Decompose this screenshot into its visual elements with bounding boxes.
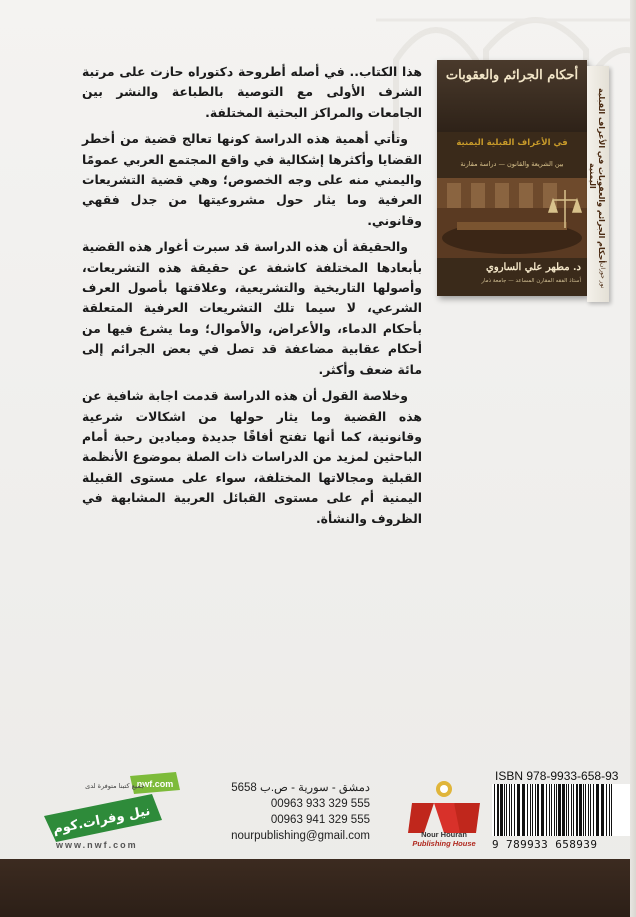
barcode-bar (562, 784, 565, 836)
blurb-paragraph-2: وتأتي أهمية هذه الدراسة كونها تعالج قضية من أخطر القضايا وأكثرها إشكالية في واقع المجتمع العربي عمومًا واليمني منه على وجه الخصوص؛ وهي قضية التشريعات العرفية وما يثار حول مشروعيتها من جدل فقهي وقانوني. (82, 131, 422, 228)
barcode-bar (571, 784, 572, 836)
publisher-phone-2: 00963 941 329 555 (270, 814, 370, 826)
barcode-bar (590, 784, 591, 836)
thumbnail-spine (587, 66, 609, 302)
barcode-bar (497, 784, 499, 836)
barcode-bar (568, 784, 569, 836)
barcode-bar (494, 784, 495, 836)
blurb-paragraph-3: والحقيقة أن هذه الدراسة قد سبرت أغوار هذه القضية بأبعادها المختلفة كاشفة عن حقيقة هذه التشريعات، وأصولها التاريخية والتشريعية، وعلاقتها بأصول العرف الشرعي، لا سيما تلك التشريعات العرفية المتعلقة بأحكام الدماء، والأعراض، والأموال؛ وما يشرع فيها من أحكام عقابية مضاعفة قد تصل في بعض الجرائم إلى مائة ضعف وأكثر. (82, 239, 422, 377)
isbn-label: ISBN 978-9933-658-93 (495, 769, 619, 783)
barcode-bar (514, 784, 515, 836)
barcode-bar (527, 784, 528, 836)
bottom-band (0, 859, 636, 917)
thumbnail-title: أحكام الجرائم والعقوبات (445, 68, 579, 83)
barcode-bar (588, 784, 589, 836)
barcode-bar (535, 784, 536, 836)
right-edge (630, 0, 636, 917)
spine-publisher: نور حوران (599, 263, 606, 289)
barcode-bar (558, 784, 561, 836)
publisher-name-en: Nour Houran (421, 830, 467, 839)
barcode-bar (596, 784, 599, 836)
front-cover-thumbnail (437, 60, 615, 300)
barcode-bar (532, 784, 533, 836)
publisher-phone-1: 00963 933 329 555 (270, 798, 370, 810)
thumbnail-subtitle-2: بين الشريعة والقانون — دراسة مقارنة (460, 160, 564, 168)
barcode-bar (601, 784, 604, 836)
barcode-bar (551, 784, 552, 836)
barcode-bar (541, 784, 544, 836)
barcode-bar (511, 784, 512, 836)
barcode-bar (583, 784, 584, 836)
spine-title: أحكام الجرائم والعقوبات في الأعراف القبلية اليمنية (588, 88, 606, 264)
publisher-contact (200, 780, 370, 844)
barcode-bar (585, 784, 586, 836)
barcode-bar (530, 784, 531, 836)
barcode-bar (500, 784, 503, 836)
barcode-bar (509, 784, 510, 836)
barcode-bar (554, 784, 555, 836)
thumbnail-author: د. مطهر علي الساروي (486, 262, 581, 273)
thumbnail-front (437, 60, 587, 296)
blurb-paragraph-1: هذا الكتاب.. في أصله أطروحة دكتوراه حازت على مرتبة الشرف الأولى مع التوصية بالطباعة والنشر بين الجامعات والمراكز البحثية المختلفة. (82, 64, 422, 120)
nwf-badge-text: nwf.com (136, 779, 174, 789)
nwf-url: www.nwf.com (56, 840, 138, 850)
courtroom-image (437, 178, 587, 258)
barcode-bar (579, 784, 582, 836)
barcode-bar (506, 784, 507, 836)
publisher-name (404, 830, 484, 848)
barcode-bar (573, 784, 574, 836)
publisher-house: Publishing House (412, 839, 476, 848)
barcode-bar (546, 784, 547, 836)
isbn-barcode (492, 784, 636, 836)
barcode-bar (609, 784, 610, 836)
barcode-bar (566, 784, 567, 836)
barcode-bar (517, 784, 520, 836)
barcode-bar (504, 784, 505, 836)
barcode-bar (593, 784, 594, 836)
publisher-address: دمشق - سورية - ص.ب 5658 (231, 782, 370, 794)
barcode-bar (549, 784, 550, 836)
nwf-tagline: جميع كتبنا متوفرة لدى (85, 782, 145, 790)
isbn-digits: 9 789933 658939 (492, 838, 598, 851)
barcode-bar (556, 784, 557, 836)
nwf-brand-text: نيل وفرات.كوم (51, 803, 152, 838)
barcode-bar (522, 784, 525, 836)
barcode-bar (576, 784, 578, 836)
thumbnail-subtitle: في الأعراف القبلية اليمنية (456, 138, 568, 148)
barcode-bar (611, 784, 612, 836)
back-cover-blurb (82, 62, 422, 535)
thumbnail-author-subtitle: أستاذ الفقه المقارن المساعد — جامعة ذمار (481, 278, 581, 284)
barcode-bar (537, 784, 539, 836)
publisher-email: nourpublishing@gmail.com (231, 830, 370, 842)
blurb-paragraph-4: وخلاصة القول أن هذه الدراسة قدمت اجابة شافية عن هذه القضية وما يثار حولها من اشكالات شرعية وقانونية، كما أنها تفتح أفاقًا جديدة وميادين رحبة أمام الباحثين لمزيد من الدراسات ذات الصلة بموضوع الأنظمة القبلية ومجالاتها المختلفة، سواء على مستوى القبيلة اليمنية أم على مستوى القبائل العربية المشابهة في الظروف والنشأة. (82, 388, 422, 526)
barcode-bar (606, 784, 607, 836)
